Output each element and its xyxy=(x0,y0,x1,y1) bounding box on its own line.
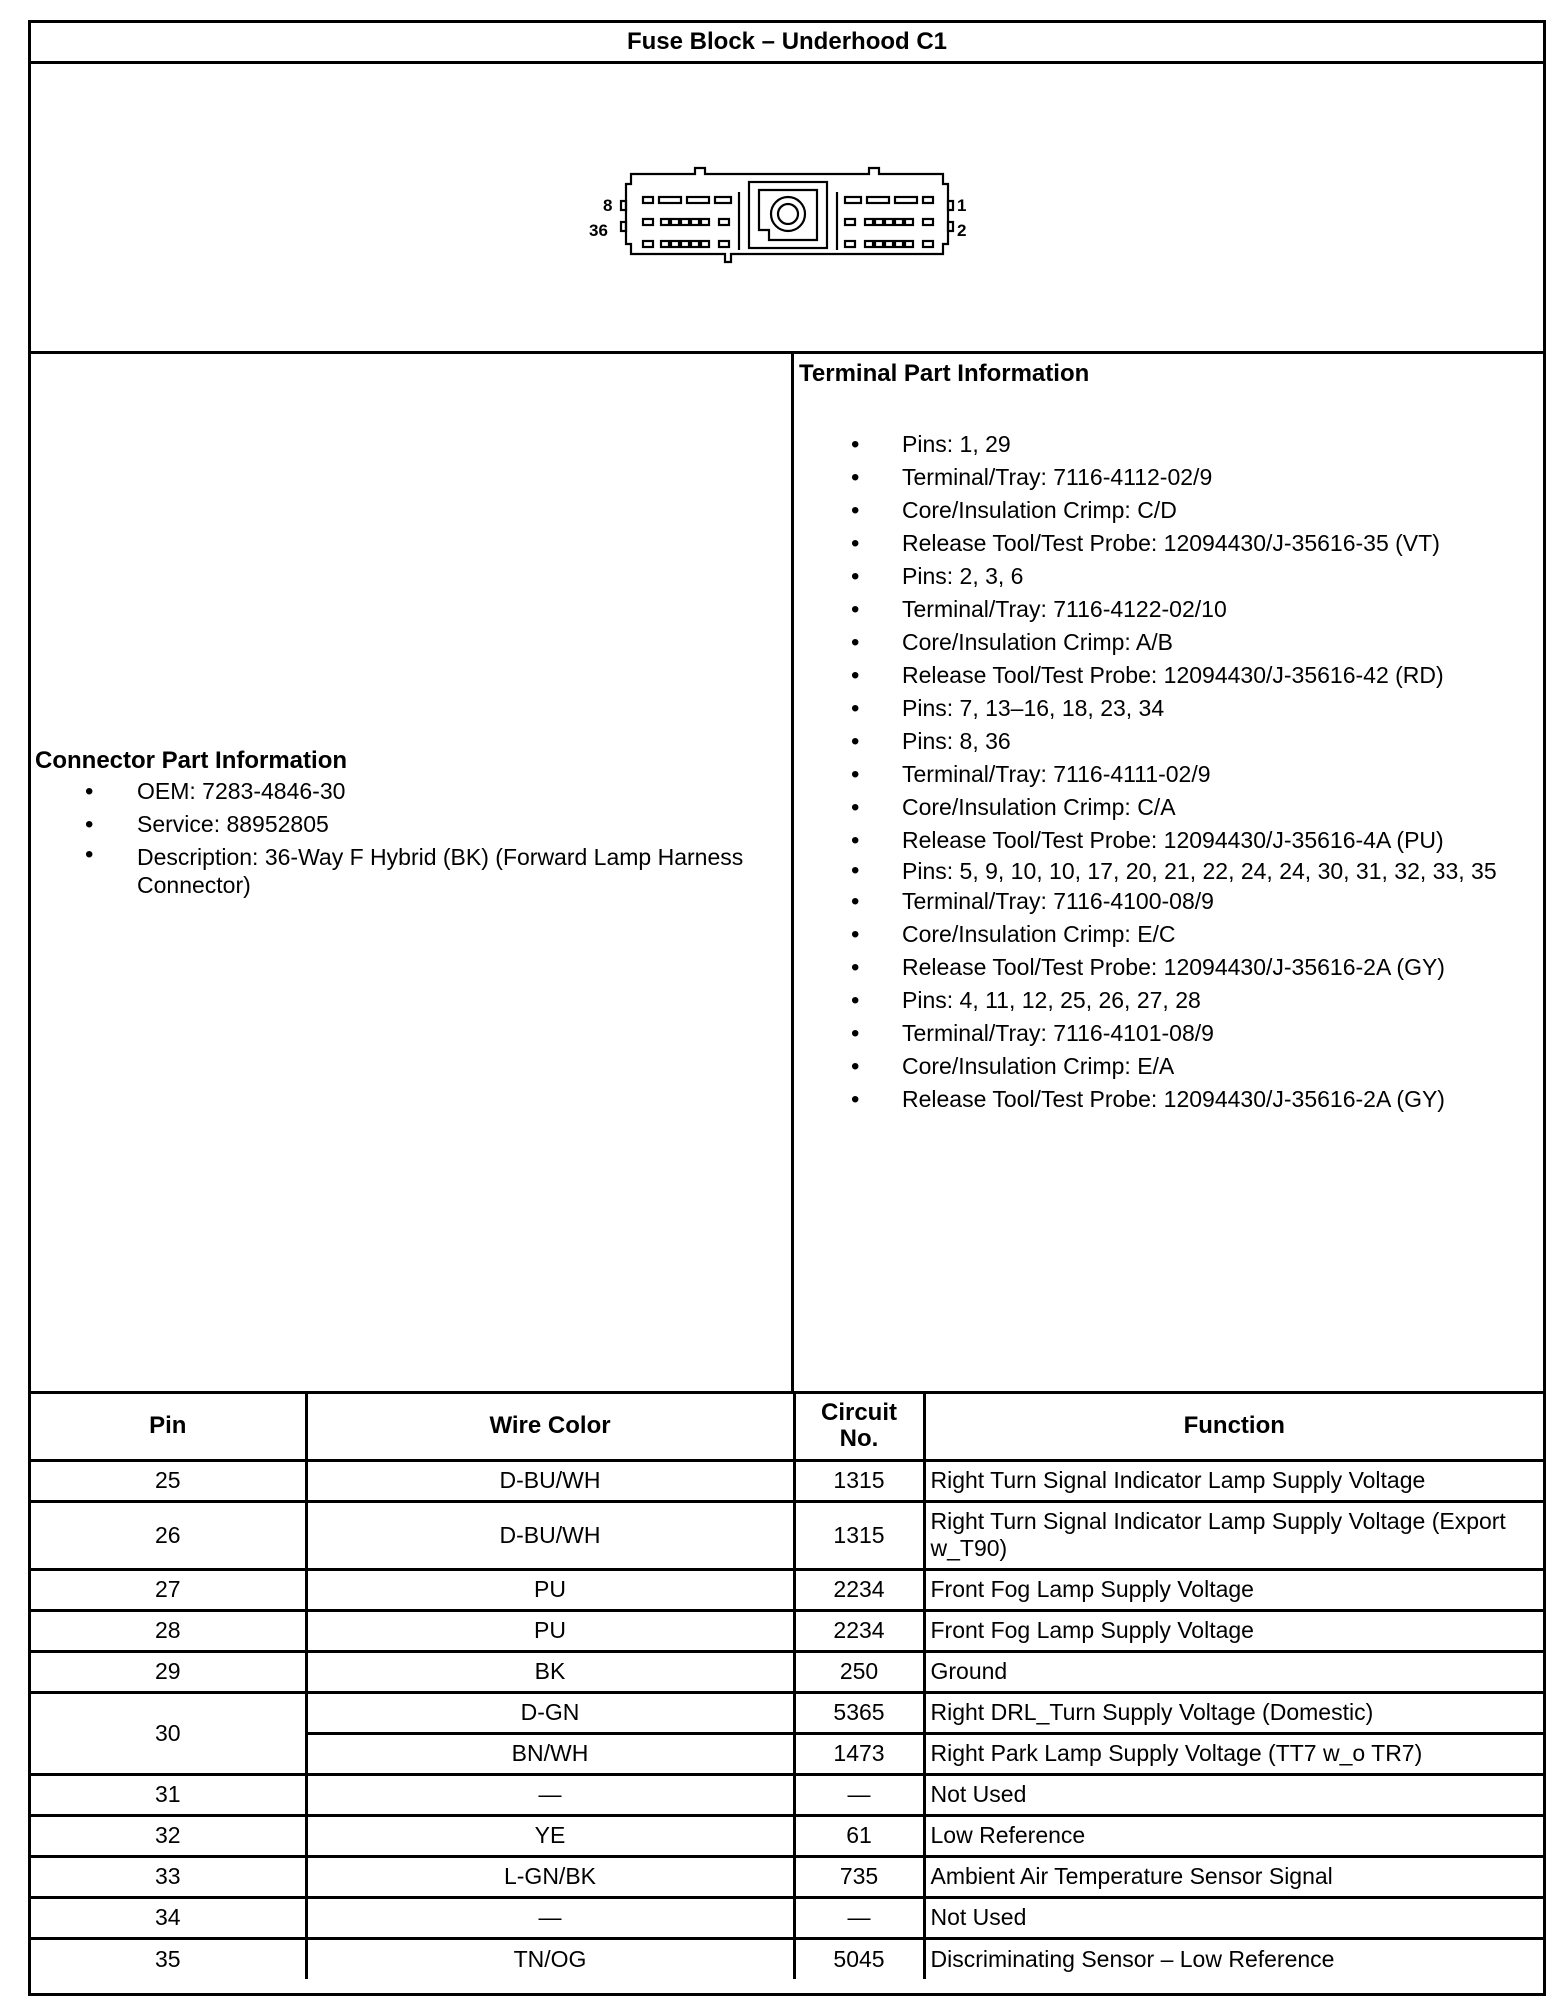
connector-diagram-panel xyxy=(31,64,1543,354)
wire-color-cell: L-GN/BK xyxy=(306,1856,794,1897)
pin-cell: 34 xyxy=(31,1897,306,1938)
terminal-group xyxy=(799,725,1539,857)
wire-color-cell: TN/OG xyxy=(306,1938,794,1979)
pin-cell: 33 xyxy=(31,1856,306,1897)
terminal-item: • Pins: 1, 29 xyxy=(799,428,1539,461)
column-header-function: Function xyxy=(924,1394,1543,1460)
circuit-cell: 5045 xyxy=(794,1938,924,1979)
pin-cell: 27 xyxy=(31,1569,306,1610)
terminal-item: • Core/Insulation Crimp: C/D xyxy=(799,494,1539,527)
pin-cell: 29 xyxy=(31,1651,306,1692)
function-cell: Discriminating Sensor – Low Reference xyxy=(924,1938,1543,1979)
terminal-item: • Release Tool/Test Probe: 12094430/J-35616-4A (PU) xyxy=(799,824,1539,857)
function-cell: Front Fog Lamp Supply Voltage xyxy=(924,1569,1543,1610)
pin-cell: 35 xyxy=(31,1938,306,1979)
terminal-group xyxy=(799,857,1539,984)
wire-color-cell: D-GN xyxy=(306,1692,794,1733)
connector-diagram xyxy=(31,64,1543,351)
terminal-item: • Terminal/Tray: 7116-4122-02/10 xyxy=(799,593,1539,626)
terminal-group xyxy=(799,692,1539,725)
pin-cell: 25 xyxy=(31,1460,306,1501)
connector-info-panel xyxy=(31,354,794,1391)
circuit-cell: 2234 xyxy=(794,1569,924,1610)
connector-sheet xyxy=(28,20,1546,1996)
table-row xyxy=(31,1610,1543,1651)
wire-color-cell: YE xyxy=(306,1815,794,1856)
table-row xyxy=(31,1460,1543,1501)
terminal-item: • Pins: 8, 36 xyxy=(799,725,1539,758)
circuit-cell: 1473 xyxy=(794,1733,924,1774)
function-cell: Not Used xyxy=(924,1774,1543,1815)
function-cell: Right Turn Signal Indicator Lamp Supply Voltage xyxy=(924,1460,1543,1501)
function-cell: Right DRL_Turn Supply Voltage (Domestic) xyxy=(924,1692,1543,1733)
terminal-item: • Terminal/Tray: 7116-4111-02/9 xyxy=(799,758,1539,791)
table-row xyxy=(31,1692,1543,1733)
connector-info-item: • Description: 36-Way F Hybrid (BK) (Forward Lamp Harness Connector) xyxy=(35,841,775,899)
circuit-cell: 735 xyxy=(794,1856,924,1897)
connector-info-item: • Service: 88952805 xyxy=(35,808,775,841)
column-header-wire-color: Wire Color xyxy=(306,1394,794,1460)
table-row xyxy=(31,1569,1543,1610)
terminal-item: • Release Tool/Test Probe: 12094430/J-35616-42 (RD) xyxy=(799,659,1539,692)
wire-color-cell: PU xyxy=(306,1569,794,1610)
table-row xyxy=(31,1501,1543,1569)
circuit-cell: 1315 xyxy=(794,1501,924,1569)
circuit-cell: 61 xyxy=(794,1815,924,1856)
part-information xyxy=(31,354,1543,1394)
terminal-item: • Pins: 2, 3, 6 xyxy=(799,560,1539,593)
terminal-item: • Release Tool/Test Probe: 12094430/J-35616-35 (VT) xyxy=(799,527,1539,560)
terminal-item: • Terminal/Tray: 7116-4100-08/9 xyxy=(799,885,1539,918)
terminal-item: • Core/Insulation Crimp: C/A xyxy=(799,791,1539,824)
pin-table-header xyxy=(31,1394,1543,1460)
terminal-info-heading: Terminal Part Information xyxy=(799,360,1090,387)
pin-cell: 31 xyxy=(31,1774,306,1815)
wire-color-cell: D-BU/WH xyxy=(306,1460,794,1501)
pin-table xyxy=(31,1394,1543,1979)
wire-color-cell: BK xyxy=(306,1651,794,1692)
circuit-cell: — xyxy=(794,1897,924,1938)
pin-cell: 30 xyxy=(31,1692,306,1774)
terminal-item: • Pins: 4, 11, 12, 25, 26, 27, 28 xyxy=(799,984,1539,1017)
table-row xyxy=(31,1938,1543,1979)
function-cell: Ground xyxy=(924,1651,1543,1692)
terminal-group xyxy=(799,428,1539,560)
terminal-item: • Release Tool/Test Probe: 12094430/J-35616-2A (GY) xyxy=(799,1083,1539,1116)
pin-label-1: 1 xyxy=(957,196,967,215)
terminal-group xyxy=(799,984,1539,1116)
function-cell: Front Fog Lamp Supply Voltage xyxy=(924,1610,1543,1651)
table-row xyxy=(31,1815,1543,1856)
terminal-item: • Core/Insulation Crimp: A/B xyxy=(799,626,1539,659)
terminal-item: • Terminal/Tray: 7116-4112-02/9 xyxy=(799,461,1539,494)
circuit-cell: 250 xyxy=(794,1651,924,1692)
terminal-item: • Pins: 5, 9, 10, 10, 17, 20, 21, 22, 24, 24, 30, 31, 32, 33, 35 xyxy=(799,857,1539,885)
table-row xyxy=(31,1856,1543,1897)
function-cell: Right Turn Signal Indicator Lamp Supply Voltage (Export w_T90) xyxy=(924,1501,1543,1569)
function-cell: Ambient Air Temperature Sensor Signal xyxy=(924,1856,1543,1897)
circuit-cell: — xyxy=(794,1774,924,1815)
table-row xyxy=(31,1897,1543,1938)
terminal-item: • Release Tool/Test Probe: 12094430/J-35616-2A (GY) xyxy=(799,951,1539,984)
column-header-circuit: Circuit No. xyxy=(794,1394,924,1460)
connector-info-list xyxy=(35,775,775,899)
terminal-item: • Terminal/Tray: 7116-4101-08/9 xyxy=(799,1017,1539,1050)
wire-color-cell: — xyxy=(306,1774,794,1815)
page-title: Fuse Block – Underhood C1 xyxy=(31,23,1543,64)
terminal-group xyxy=(799,560,1539,692)
terminal-item: • Pins: 7, 13–16, 18, 23, 34 xyxy=(799,692,1539,725)
circuit-cell: 1315 xyxy=(794,1460,924,1501)
function-cell: Right Park Lamp Supply Voltage (TT7 w_o TR7) xyxy=(924,1733,1543,1774)
pin-label-36: 36 xyxy=(589,221,608,240)
wire-color-cell: BN/WH xyxy=(306,1733,794,1774)
circuit-cell: 5365 xyxy=(794,1692,924,1733)
function-cell: Not Used xyxy=(924,1897,1543,1938)
wire-color-cell: — xyxy=(306,1897,794,1938)
function-cell: Low Reference xyxy=(924,1815,1543,1856)
terminal-item: • Core/Insulation Crimp: E/C xyxy=(799,918,1539,951)
column-header-pin: Pin xyxy=(31,1394,306,1460)
terminal-item: • Core/Insulation Crimp: E/A xyxy=(799,1050,1539,1083)
table-row xyxy=(31,1651,1543,1692)
connector-info-item: • OEM: 7283-4846-30 xyxy=(35,775,775,808)
pin-cell: 26 xyxy=(31,1501,306,1569)
connector-info-heading: Connector Part Information xyxy=(35,747,348,774)
wire-color-cell: PU xyxy=(306,1610,794,1651)
wire-color-cell: D-BU/WH xyxy=(306,1501,794,1569)
table-row xyxy=(31,1774,1543,1815)
circuit-cell: 2234 xyxy=(794,1610,924,1651)
terminal-info-panel xyxy=(794,354,1543,1391)
pin-label-2: 2 xyxy=(957,221,967,240)
pin-label-8: 8 xyxy=(603,196,613,215)
pin-cell: 32 xyxy=(31,1815,306,1856)
pin-cell: 28 xyxy=(31,1610,306,1651)
